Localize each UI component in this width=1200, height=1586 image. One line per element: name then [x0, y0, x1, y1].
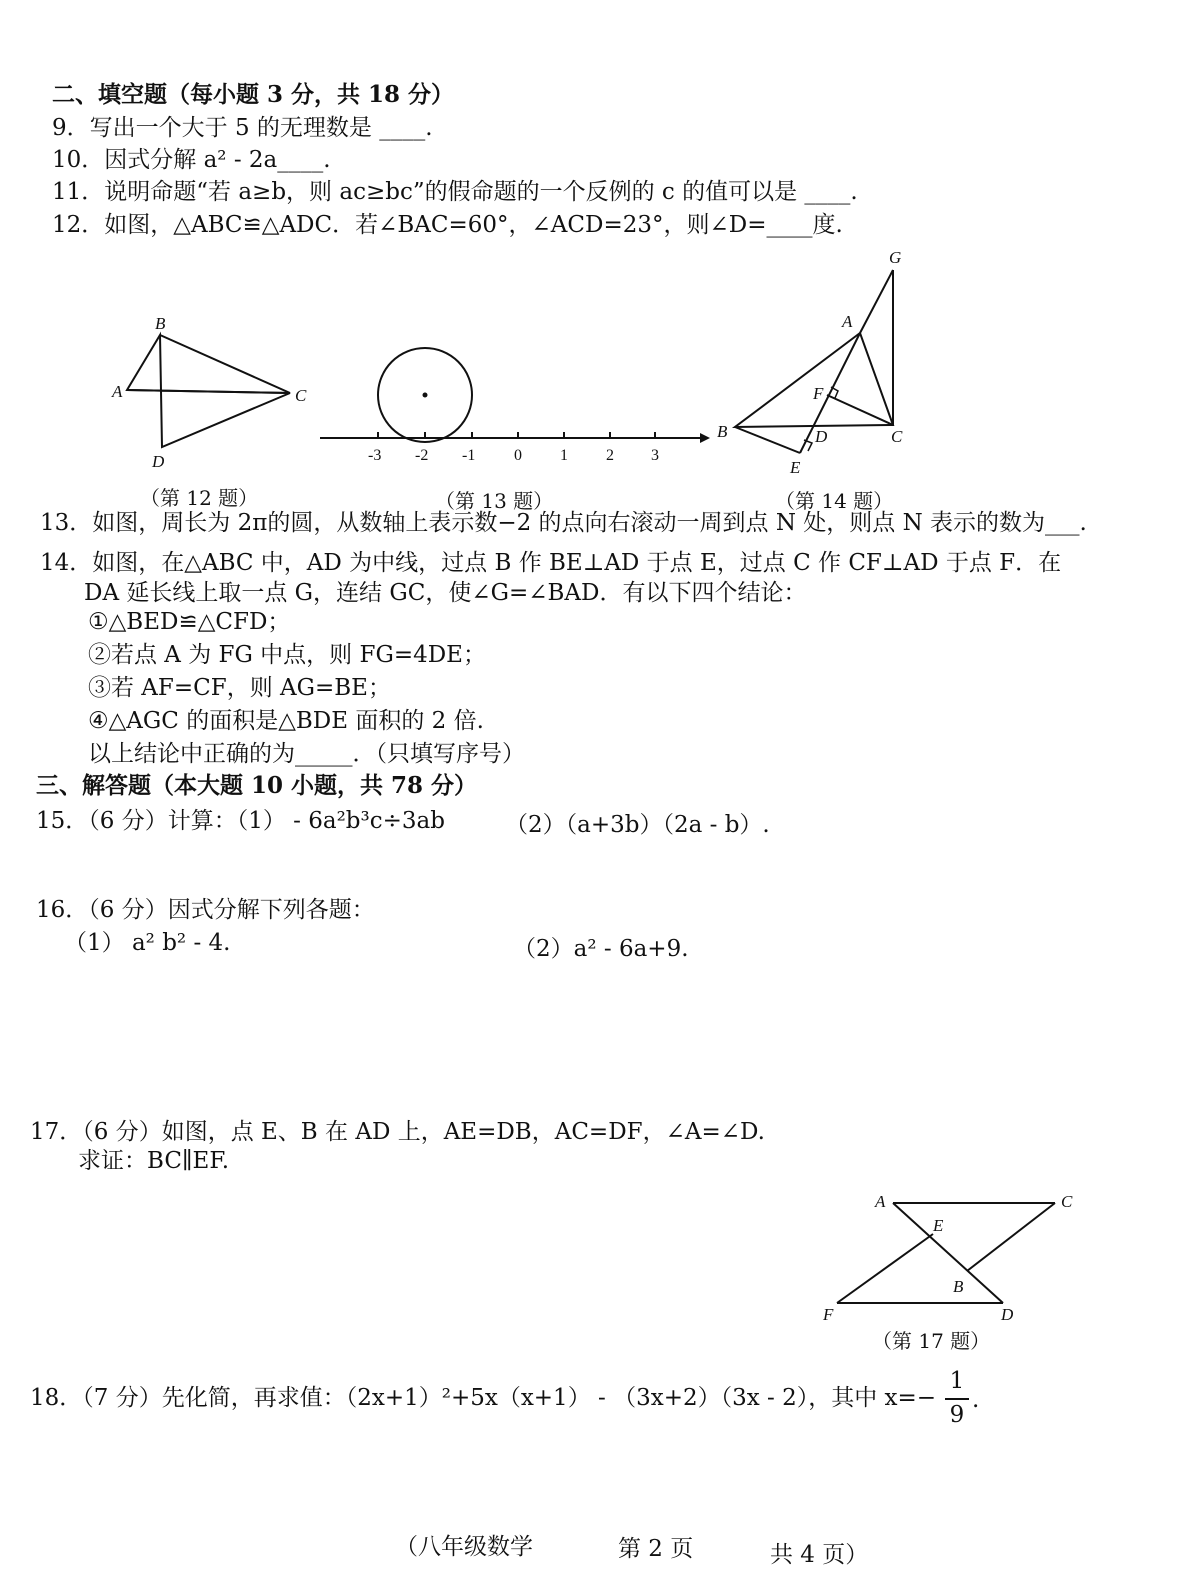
question-14-conclusion-1: ①△BED≌△CFD； — [88, 609, 291, 635]
question-15-part-2: （2）（a+3b）（2a - b）. — [505, 812, 770, 838]
question-14-conclusion-4: ④△AGC 的面积是△BDE 面积的 2 倍. — [88, 708, 484, 734]
fig13-tick: -2 — [415, 447, 429, 464]
fig12-label: A — [112, 382, 123, 401]
fig14-label: G — [889, 248, 902, 267]
fig12-label: D — [152, 452, 165, 471]
figure-13-caption: （第 13 题） — [435, 489, 554, 513]
fraction-denominator: 9 — [949, 1402, 965, 1428]
fig13-tick: 1 — [560, 447, 568, 464]
fig13-tick: 0 — [514, 447, 522, 464]
figure-14-diagram — [705, 245, 935, 485]
question-14-answer-prompt: 以上结论中正确的为_____．（只填写序号） — [88, 741, 525, 767]
question-15-part-1: 15．（6 分）计算：（1） - 6a²b³c÷3ab — [36, 808, 445, 834]
fraction-numerator: 1 — [949, 1368, 965, 1394]
section-3-heading: 三、解答题（本大题 10 小题，共 78 分） — [36, 772, 478, 799]
question-16-stem: 16．（6 分）因式分解下列各题： — [36, 897, 375, 923]
question-16-part-1: （1） a² b² - 4. — [64, 930, 231, 956]
fig14-label: C — [891, 427, 903, 446]
figure-12-diagram — [100, 305, 330, 480]
question-17-stem: 17．（6 分）如图，点 E、B 在 AD 上，AE=DB，AC=DF，∠A=∠D. — [30, 1119, 765, 1145]
fig13-tick: 2 — [606, 447, 614, 464]
question-11: 11．说明命题“若 a≥b，则 ac≥bc”的假命题的一个反例的 c 的值可以是 ____. — [52, 179, 858, 205]
fig14-label: B — [717, 422, 728, 441]
fig14-label: F — [813, 384, 824, 403]
fig14-label: E — [790, 458, 801, 477]
question-18: 18．（7 分）先化简，再求值：（2x+1）²+5x（x+1） - （3x+2）（3x - 2），其中 x=− — [30, 1385, 937, 1411]
question-14-conclusion-3: ③若 AF=CF，则 AG=BE； — [88, 675, 391, 701]
fig17-label: C — [1061, 1192, 1073, 1211]
question-17-prove: 求证：BC∥EF. — [78, 1148, 230, 1174]
fig14-label: A — [842, 312, 853, 331]
fig17-label: E — [933, 1216, 944, 1235]
figure-13-diagram — [315, 340, 715, 470]
question-10: 10．因式分解 a² - 2a____. — [52, 147, 331, 173]
footer-subject: （八年级数学 — [395, 1534, 533, 1560]
fig17-label: B — [953, 1277, 964, 1296]
footer-page: 第 2 页 — [618, 1536, 694, 1562]
figure-14-caption: （第 14 题） — [775, 489, 894, 513]
fig12-label: B — [155, 314, 166, 333]
figure-17-caption: （第 17 题） — [872, 1329, 991, 1353]
figure-17-diagram — [815, 1185, 1085, 1325]
question-14-conclusion-2: ②若点 A 为 FG 中点，则 FG=4DE； — [88, 642, 486, 668]
fig12-label: C — [295, 386, 307, 405]
figure-12-caption: （第 12 题） — [140, 486, 259, 510]
fig13-tick: -3 — [368, 447, 382, 464]
footer-total: 共 4 页） — [770, 1542, 869, 1568]
question-14-line-2: DA 延长线上取一点 G，连结 GC，使∠G=∠BAD．有以下四个结论： — [84, 580, 807, 606]
fig17-label: D — [1001, 1305, 1014, 1324]
question-12: 12．如图，△ABC≌△ADC．若∠BAC=60°，∠ACD=23°，则∠D=____度. — [52, 212, 843, 238]
question-14-line-1: 14．如图，在△ABC 中，AD 为中线，过点 B 作 BE⊥AD 于点 E，过点 C 作 CF⊥AD 于点 F．在 — [40, 550, 1062, 576]
section-2-heading: 二、填空题（每小题 3 分，共 18 分） — [52, 81, 455, 108]
question-18-end: . — [972, 1387, 980, 1413]
fraction-bar — [945, 1398, 969, 1400]
fig17-label: F — [823, 1305, 834, 1324]
question-16-part-2: （2）a² - 6a+9. — [513, 936, 689, 962]
question-9: 9．写出一个大于 5 的无理数是 ____. — [52, 115, 433, 141]
fig17-label: A — [875, 1192, 886, 1211]
fig13-tick: 3 — [651, 447, 659, 464]
fig14-label: D — [815, 427, 828, 446]
question-13: 13．如图，周长为 2π的圆，从数轴上表示数−2 的点向右滚动一周到点 N 处，则点 N 表示的数为___. — [40, 510, 1087, 536]
fig13-tick: -1 — [462, 447, 476, 464]
